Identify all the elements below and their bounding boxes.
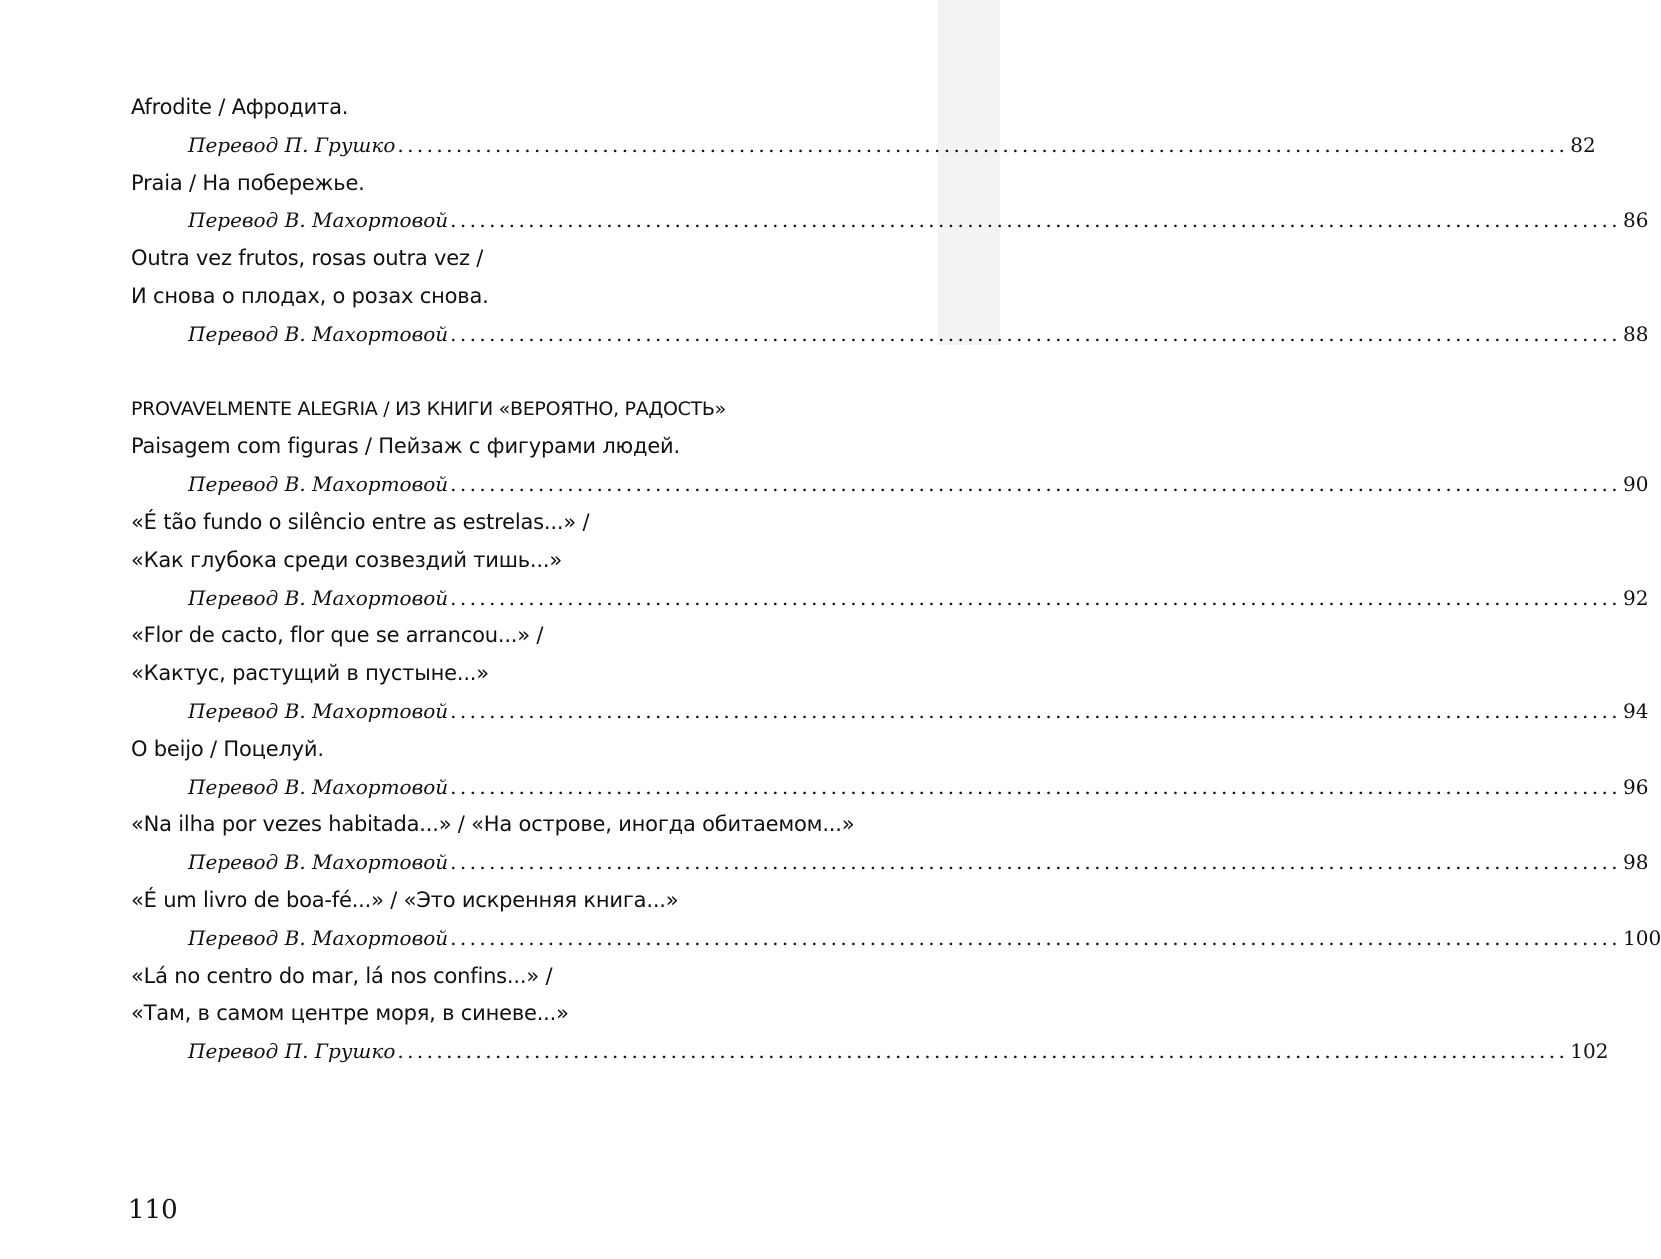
leader-dots: ........................................................................................................................ (397, 132, 1569, 157)
toc-entry-title: «É um livro de boa-fé...» / «Это искренняя книга...» (131, 887, 679, 912)
toc-entry-translator-row (131, 844, 1649, 882)
page-ref: 100 (1623, 925, 1661, 950)
leader-dots: ........................................................................................................................ (450, 321, 1622, 346)
toc-entry-translator-row (131, 580, 1649, 618)
translator-name: Перевод В. Махортовой (188, 321, 449, 346)
translator-name: Перевод В. Махортовой (188, 774, 449, 799)
page-ref: 86 (1623, 208, 1649, 233)
toc-entry-title: «Кактус, растущий в пустыне...» (131, 661, 489, 686)
toc-entry-title: «Lá no centro do mar, lá nos confins...» / (131, 963, 553, 988)
page-ref: 102 (1570, 1039, 1609, 1064)
page-ref: 82 (1570, 132, 1596, 157)
translator-name: Перевод В. Махортовой (188, 925, 449, 950)
leader-dots: ........................................................................................................................ (450, 774, 1622, 799)
leader-dots: ........................................................................................................................ (450, 925, 1622, 950)
page-number: 110 (128, 1195, 178, 1225)
toc-entry-title: O beijo / Поцелуй. (131, 736, 324, 761)
page-ref: 98 (1623, 850, 1649, 875)
translator-name: Перевод В. Махортовой (188, 208, 449, 233)
page-edge-shade (938, 0, 1000, 345)
translator-name: Перевод П. Грушко (188, 1039, 396, 1064)
toc-part-1 (131, 89, 1649, 354)
toc-entry-translator-row (131, 1033, 1609, 1071)
translator-name: Перевод В. Махортовой (188, 850, 449, 875)
translator-name: Перевод В. Махортовой (188, 698, 449, 723)
toc-entry-translator-row (131, 920, 1661, 958)
toc-part-2 (131, 428, 1661, 1071)
translator-name: Перевод П. Грушко (188, 132, 396, 157)
leader-dots: ........................................................................................................................ (397, 1039, 1569, 1064)
section-heading: PROVAVELMENTE ALEGRIA / ИЗ КНИГИ «ВЕРОЯТНО, РАДОСТЬ» (131, 397, 726, 420)
page-ref: 90 (1623, 472, 1649, 497)
toc-entry-translator-row (131, 466, 1649, 504)
toc-entry-translator-row (131, 202, 1649, 240)
toc-entry-translator-row (131, 769, 1649, 807)
page-ref: 96 (1623, 774, 1649, 799)
leader-dots: ........................................................................................................................ (450, 850, 1622, 875)
toc-entry-translator-row (131, 316, 1649, 354)
toc-entry-translator-row (131, 693, 1649, 731)
leader-dots: ........................................................................................................................ (450, 585, 1622, 610)
toc-entry-translator-row (131, 127, 1596, 165)
translator-name: Перевод В. Махортовой (188, 472, 449, 497)
toc-entry-title: «É tão fundo o silêncio entre as estrelas...» / (131, 509, 590, 534)
toc-entry-title: Praia / На побережье. (131, 170, 365, 195)
toc-entry-title: Afrodite / Афродита. (131, 95, 349, 119)
toc-entry-title: «Na ilha por vezes habitada...» / «На острове, иногда обитаемом...» (131, 812, 855, 837)
toc-entry-title: И снова о плодах, о розах снова. (131, 283, 489, 308)
toc-entry-title: Paisagem com figuras / Пейзаж с фигурами людей. (131, 434, 680, 459)
leader-dots: ........................................................................................................................ (450, 698, 1622, 723)
toc-entry-title: «Там, в самом центре моря, в синеве...» (131, 1001, 569, 1026)
page-ref: 88 (1623, 321, 1649, 346)
toc-entry-title: Outra vez frutos, rosas outra vez / (131, 246, 484, 271)
page-ref: 94 (1623, 698, 1649, 723)
leader-dots: ........................................................................................................................ (450, 208, 1622, 233)
table-of-contents (131, 89, 1661, 1071)
toc-entry-title: «Как глубока среди созвездий тишь...» (131, 547, 562, 572)
toc-entry-title: «Flor de cacto, flor que se arrancou...» / (131, 623, 544, 648)
translator-name: Перевод В. Махортовой (188, 585, 449, 610)
leader-dots: ........................................................................................................................ (450, 472, 1622, 497)
page-ref: 92 (1623, 585, 1649, 610)
